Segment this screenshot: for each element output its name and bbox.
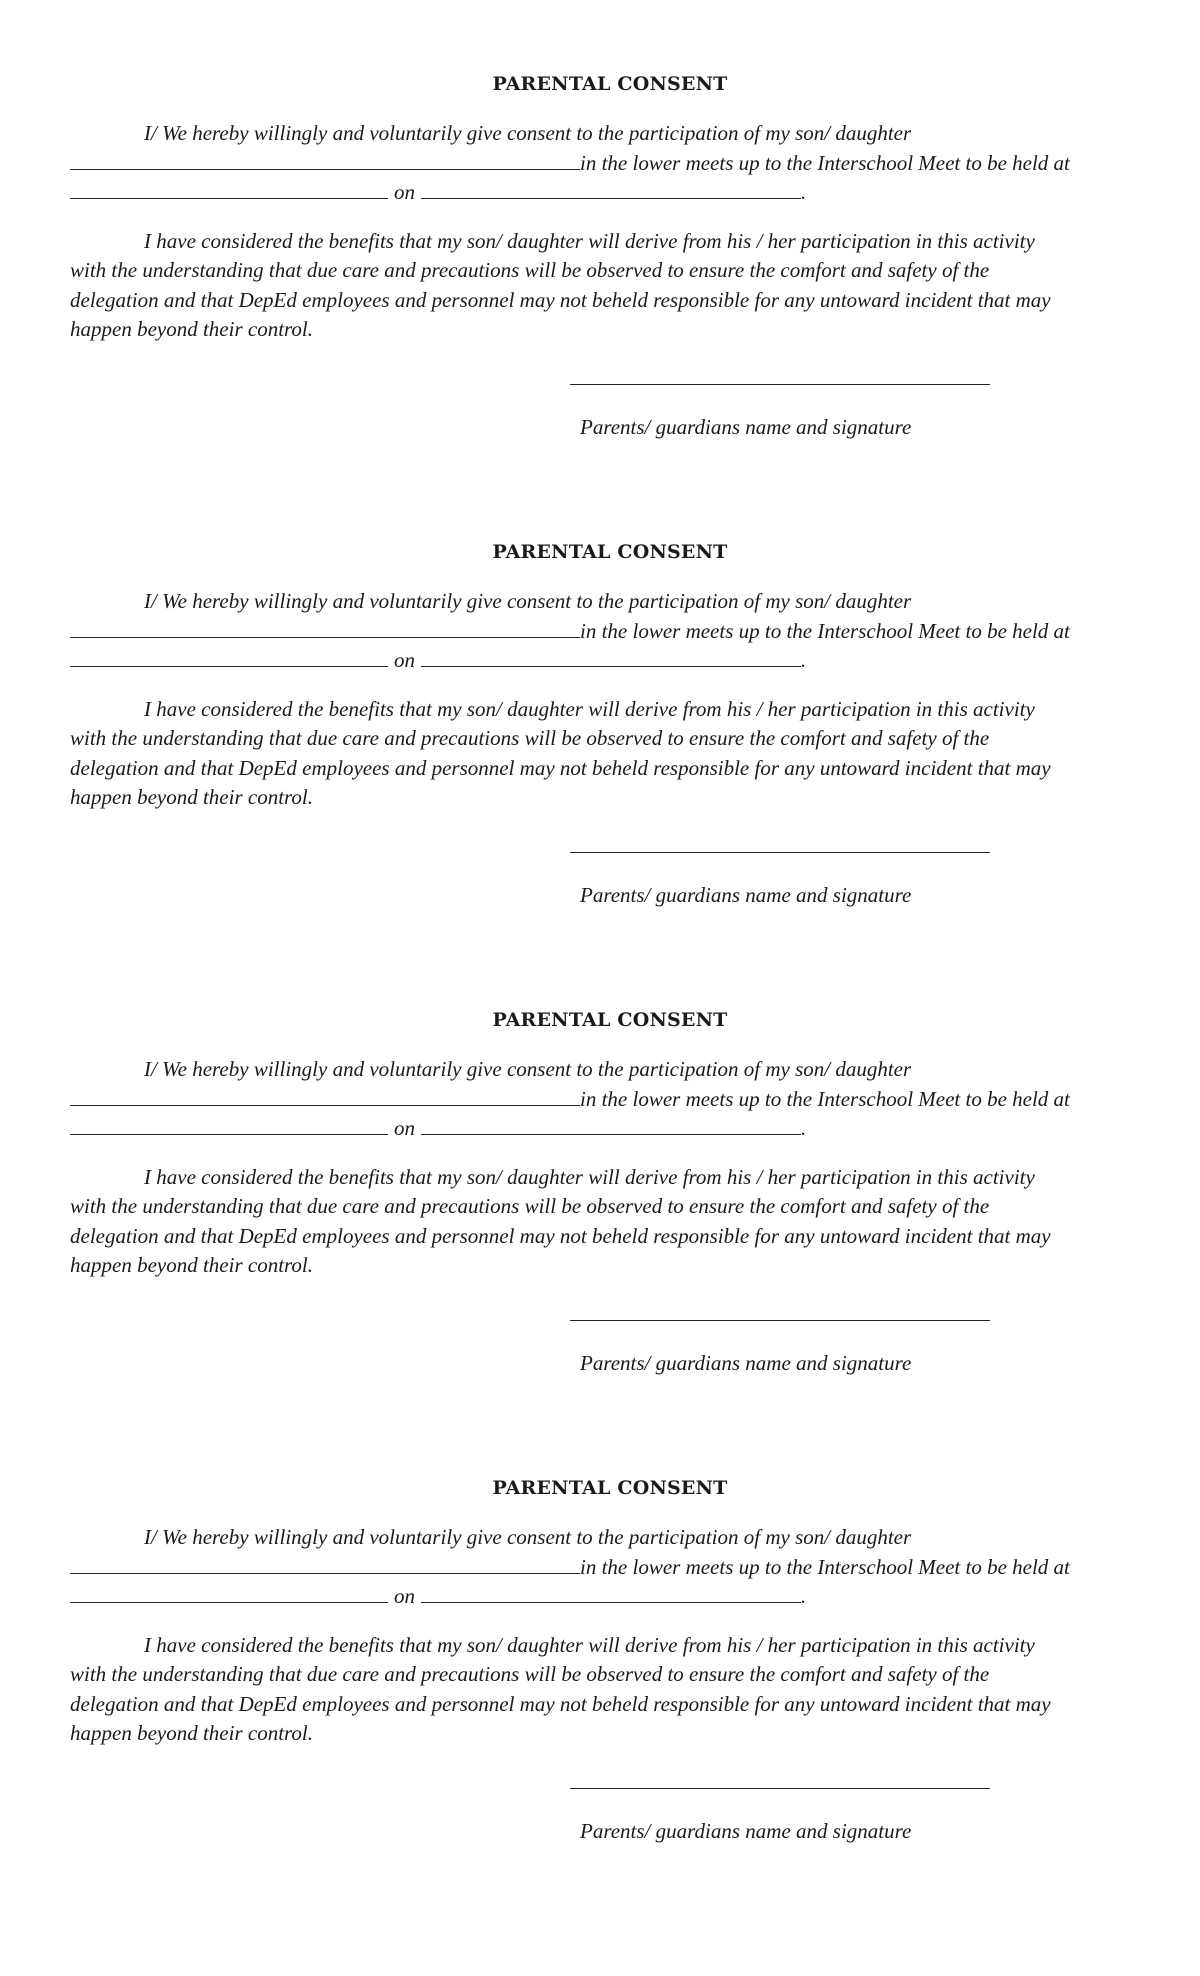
student-name-blank[interactable] — [70, 620, 580, 638]
student-name-blank[interactable] — [70, 1088, 580, 1106]
consent-line-2 — [70, 1087, 1070, 1111]
para2-line-3: delegation and that DepEd employees and personnel may not beheld responsible for any untoward incident that may — [70, 756, 1051, 780]
on-word: on — [394, 1116, 415, 1140]
date-blank[interactable] — [421, 1585, 801, 1603]
consent-line-2 — [70, 1555, 1070, 1579]
on-word: on — [394, 648, 415, 672]
para2-line-4: happen beyond their control. — [70, 785, 314, 809]
para2-line-1: I have considered the benefits that my son/ daughter will derive from his / her participation in this activity — [144, 1633, 1035, 1657]
para2-line-4: happen beyond their control. — [70, 1253, 314, 1277]
form-title: PARENTAL CONSENT — [492, 1477, 728, 1499]
consent-line-2 — [70, 151, 1070, 175]
consent-line-3 — [70, 180, 806, 204]
date-blank[interactable] — [421, 181, 801, 199]
form-title: PARENTAL CONSENT — [492, 541, 728, 563]
para2-line-2: with the understanding that due care and precautions will be observed to ensure the comfort and safety of the — [70, 726, 990, 750]
consent-line-1: I/ We hereby willingly and voluntarily give consent to the participation of my son/ daughter — [144, 121, 912, 145]
para2-line-1: I have considered the benefits that my son/ daughter will derive from his / her participation in this activity — [144, 229, 1035, 253]
student-name-blank[interactable] — [70, 152, 580, 170]
signature-label: Parents/ guardians name and signature — [580, 1351, 912, 1375]
consent-line-2-text: in the lower meets up to the Interschool Meet to be held at — [580, 1555, 1070, 1579]
consent-line-1: I/ We hereby willingly and voluntarily give consent to the participation of my son/ daughter — [144, 1525, 912, 1549]
signature-line[interactable] — [570, 1320, 990, 1321]
para2-line-2: with the understanding that due care and precautions will be observed to ensure the comfort and safety of the — [70, 1662, 990, 1686]
consent-line-2-text: in the lower meets up to the Interschool Meet to be held at — [580, 1087, 1070, 1111]
line-period: . — [801, 648, 807, 672]
line-period: . — [801, 180, 807, 204]
venue-blank[interactable] — [70, 181, 388, 199]
signature-line[interactable] — [570, 1788, 990, 1789]
signature-label: Parents/ guardians name and signature — [580, 415, 912, 439]
para2-line-3: delegation and that DepEd employees and personnel may not beheld responsible for any untoward incident that may — [70, 288, 1051, 312]
consent-form-1 — [70, 73, 1135, 503]
para2-line-3: delegation and that DepEd employees and personnel may not beheld responsible for any untoward incident that may — [70, 1692, 1051, 1716]
consent-line-2-text: in the lower meets up to the Interschool Meet to be held at — [580, 151, 1070, 175]
para2-line-2: with the understanding that due care and precautions will be observed to ensure the comfort and safety of the — [70, 258, 990, 282]
signature-line[interactable] — [570, 384, 990, 385]
line-period: . — [801, 1584, 807, 1608]
consent-form-4 — [70, 1477, 1135, 1907]
venue-blank[interactable] — [70, 649, 388, 667]
date-blank[interactable] — [421, 1117, 801, 1135]
date-blank[interactable] — [421, 649, 801, 667]
form-title: PARENTAL CONSENT — [492, 1009, 728, 1031]
venue-blank[interactable] — [70, 1117, 388, 1135]
signature-line[interactable] — [570, 852, 990, 853]
signature-label: Parents/ guardians name and signature — [580, 883, 912, 907]
student-name-blank[interactable] — [70, 1556, 580, 1574]
on-word: on — [394, 1584, 415, 1608]
para2-line-4: happen beyond their control. — [70, 1721, 314, 1745]
para2-line-3: delegation and that DepEd employees and personnel may not beheld responsible for any untoward incident that may — [70, 1224, 1051, 1248]
consent-line-3 — [70, 648, 806, 672]
venue-blank[interactable] — [70, 1585, 388, 1603]
consent-form-3 — [70, 1009, 1135, 1439]
signature-label: Parents/ guardians name and signature — [580, 1819, 912, 1843]
consent-line-3 — [70, 1116, 806, 1140]
para2-line-2: with the understanding that due care and precautions will be observed to ensure the comfort and safety of the — [70, 1194, 990, 1218]
line-period: . — [801, 1116, 807, 1140]
form-title: PARENTAL CONSENT — [492, 73, 728, 95]
consent-line-2 — [70, 619, 1070, 643]
consent-line-1: I/ We hereby willingly and voluntarily give consent to the participation of my son/ daughter — [144, 1057, 912, 1081]
para2-line-4: happen beyond their control. — [70, 317, 314, 341]
consent-line-1: I/ We hereby willingly and voluntarily give consent to the participation of my son/ daughter — [144, 589, 912, 613]
consent-line-3 — [70, 1584, 806, 1608]
para2-line-1: I have considered the benefits that my son/ daughter will derive from his / her participation in this activity — [144, 1165, 1035, 1189]
para2-line-1: I have considered the benefits that my son/ daughter will derive from his / her participation in this activity — [144, 697, 1035, 721]
consent-line-2-text: in the lower meets up to the Interschool Meet to be held at — [580, 619, 1070, 643]
consent-form-2 — [70, 541, 1135, 971]
on-word: on — [394, 180, 415, 204]
